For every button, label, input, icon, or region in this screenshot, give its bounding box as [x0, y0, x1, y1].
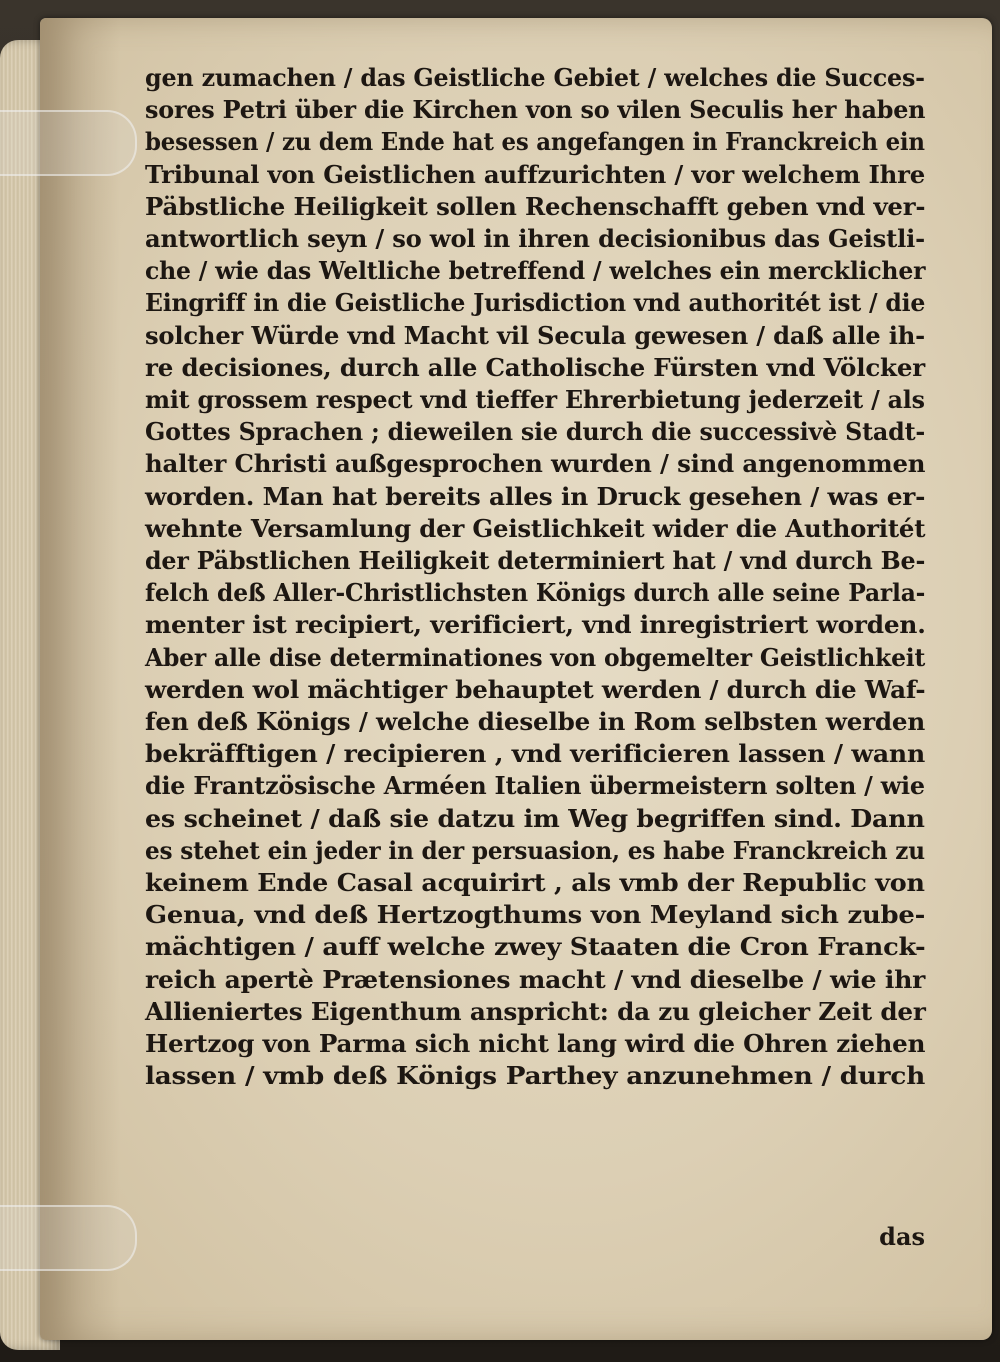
text-line: es stehet ein jeder in der persuasion, es habe Franckreich zu [145, 835, 925, 865]
text-line: mächtigen / auff welche zwey Staaten die Cron Franck- [145, 932, 926, 962]
text-line: lassen / vmb deß Königs Parthey anzunehmen / durch [145, 1061, 926, 1091]
text-line: keinem Ende Casal acquirirt , als vmb der Republic von [145, 868, 925, 898]
text-line: werden wol mächtiger behauptet werden / durch die Waf- [145, 674, 926, 704]
text-line: reich apertè Prætensiones macht / vnd dieselbe / wie ihr [145, 964, 926, 994]
text-line: sores Petri über die Kirchen von so vilen Seculis her haben [145, 95, 926, 125]
page-clip-bottom [0, 1205, 137, 1271]
text-line: es scheinet / daß sie datzu im Weg begriffen sind. Dann [145, 803, 925, 833]
text-line: Tribunal von Geistlichen auffzurichten / vor welchem Ihre [145, 159, 926, 189]
body-text [145, 62, 935, 1093]
text-line: die Frantzösische Arméen Italien übermeistern solten / wie [145, 771, 925, 801]
text-line: Allieniertes Eigenthum anspricht: da zu gleicher Zeit der [145, 996, 926, 1026]
text-line: halter Christi außgesprochen wurden / sind angenommen [145, 449, 926, 479]
gutter-shadow [40, 18, 120, 1340]
text-line: Hertzog von Parma sich nicht lang wird die Ohren ziehen [145, 1029, 926, 1059]
text-line: wehnte Versamlung der Geistlichkeit wider die Authoritét [145, 513, 926, 543]
text-line: Aber alle dise determinationes von obgemelter Geistlichkeit [145, 642, 926, 672]
text-line: Eingriff in die Geistliche Jurisdiction vnd authoritét ist / die [145, 288, 926, 318]
text-line: antwortlich seyn / so wol in ihren decisionibus das Geistli- [145, 224, 925, 254]
text-line: menter ist recipiert, verificiert, vnd inregistriert worden. [145, 610, 926, 640]
text-line: Genua, vnd deß Hertzogthums von Meyland sich zube- [145, 900, 926, 930]
text-line: mit grossem respect vnd tieffer Ehrerbietung jederzeit / als [145, 385, 925, 415]
text-line: Gottes Sprachen ; dieweilen sie durch die successivè Stadt- [145, 417, 926, 447]
text-line: der Päbstlichen Heiligkeit determiniert hat / vnd durch Be- [145, 546, 926, 576]
text-line: re decisiones, durch alle Catholische Fürsten vnd Völcker [145, 352, 925, 382]
text-line: worden. Man hat bereits alles in Druck gesehen / was er- [145, 481, 926, 511]
text-line: felch deß Aller-Christlichsten Königs durch alle seine Parla- [145, 578, 926, 608]
text-line: Päbstliche Heiligkeit sollen Rechenschafft geben vnd ver- [145, 191, 926, 221]
text-line: besessen / zu dem Ende hat es angefangen in Franckreich ein [145, 127, 925, 157]
text-line: bekräfftigen / recipieren , vnd verificieren lassen / wann [145, 739, 926, 769]
text-line: che / wie das Weltliche betreffend / welches ein mercklicher [145, 256, 926, 286]
text-line: gen zumachen / das Geistliche Gebiet / welches die Succes- [145, 63, 925, 92]
page-clip-top [0, 110, 137, 176]
text-line: solcher Würde vnd Macht vil Secula gewesen / daß alle ih- [145, 320, 925, 350]
catchword: das [879, 1222, 925, 1251]
text-line: fen deß Königs / welche dieselbe in Rom selbsten werden [145, 707, 926, 737]
